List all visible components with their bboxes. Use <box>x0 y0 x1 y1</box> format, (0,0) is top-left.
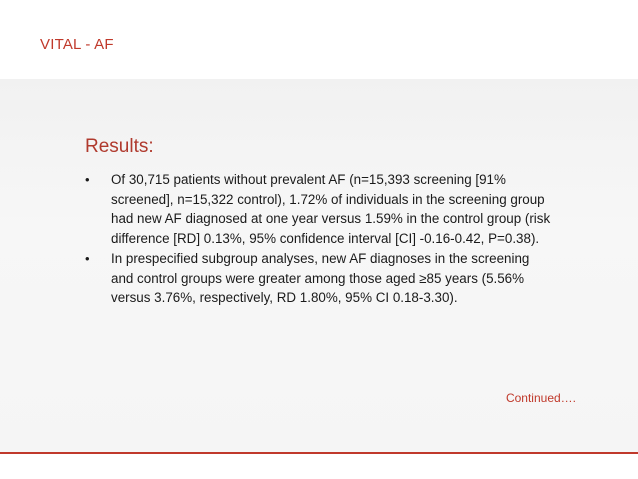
footer-strip <box>0 452 638 479</box>
slide-title: VITAL - AF <box>40 36 114 53</box>
bullet-item <box>85 170 555 249</box>
title-bar <box>0 0 638 79</box>
results-bullet-list <box>85 170 555 308</box>
bullet-text: In prespecified subgroup analyses, new AF diagnoses in the screening and control groups were greater among those aged ≥85 years (5.56% versus 3.76%, respectively, RD 1.80%, 95% CI 0.18-3.30). <box>111 250 530 306</box>
bullet-icon: • <box>85 172 90 187</box>
bullet-icon: • <box>85 250 90 266</box>
footer-divider <box>0 452 638 454</box>
section-heading: Results: <box>85 136 154 157</box>
bullet-text: Of 30,715 patients without prevalent AF (n=15,393 screening [91% screened], n=15,322 control), 1.72% of individuals in the screening group had new AF diagnosed at one year versus 1.59% in the control group (risk difference [RD] 0.13%, 95% confidence interval [CI] -0.16-0.42, P=0.38). <box>111 172 551 247</box>
continued-note: Continued…. <box>505 391 576 405</box>
bullet-item <box>85 249 555 308</box>
